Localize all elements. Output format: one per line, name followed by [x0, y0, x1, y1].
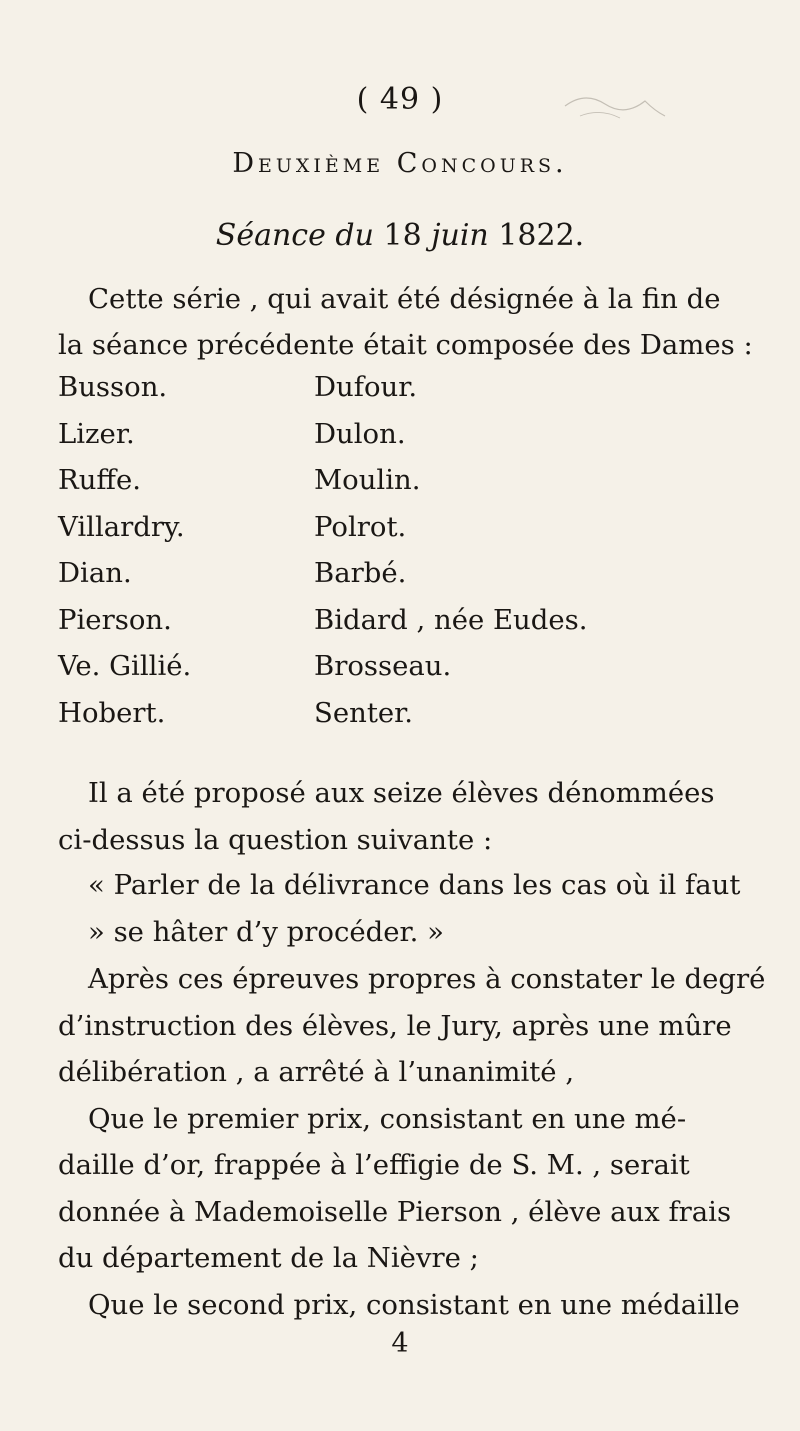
paragraph-line: Il a été proposé aux seize élèves dénommées: [88, 777, 715, 809]
paragraph-line: Après ces épreuves propres à constater le degré: [88, 963, 766, 995]
paragraph-line: Que le premier prix, consistant en une mé-: [88, 1102, 687, 1135]
session-year: 1822.: [498, 218, 585, 253]
session-day: 18: [383, 218, 422, 253]
question-paragraph: [58, 770, 758, 863]
paragraph-line: d’instruction des élèves, le Jury, après une mûre: [58, 1009, 732, 1042]
candidate-name: Ve. Gillié.: [58, 650, 192, 682]
intro-paragraph: [58, 276, 758, 368]
candidate-name: Dulon.: [314, 417, 406, 450]
quote-line: » se hâter d’y procéder. »: [88, 915, 444, 948]
quote-line: « Parler de la délivrance dans les cas où il faut: [88, 869, 741, 901]
paragraph-line: Que le second prix, consistant en une médaille: [88, 1288, 740, 1321]
page-number: ( 49 ): [356, 82, 444, 117]
session-prefix: Séance du: [215, 218, 374, 253]
exam-question-quote: [58, 862, 758, 955]
session-month: juin: [431, 218, 489, 253]
candidate-name: Polrot.: [314, 510, 407, 543]
candidate-column-left: [58, 364, 191, 736]
candidate-name: Dian.: [58, 557, 132, 589]
session-date: [160, 218, 640, 253]
candidate-name: Moulin.: [314, 464, 421, 496]
section-heading: Deuxième Concours.: [232, 148, 568, 179]
candidate-name: Pierson.: [58, 603, 172, 636]
candidate-name: Barbé.: [314, 557, 407, 589]
paragraph-line: ci-dessus la question suivante :: [58, 823, 493, 856]
candidate-column-right: [314, 364, 754, 736]
intro-line: la séance précédente était composée des Dames :: [58, 329, 753, 361]
paragraph-line: daille d’or, frappée à l’effigie de S. M. , serait: [58, 1149, 690, 1181]
candidate-name: Ruffe.: [58, 464, 141, 496]
candidate-name: Senter.: [314, 696, 414, 729]
signature-mark: 4: [391, 1328, 409, 1359]
candidate-name: Lizer.: [58, 417, 135, 450]
jury-decision-paragraph: [58, 956, 766, 1328]
candidate-name: Bidard , née Eudes.: [314, 603, 588, 636]
paragraph-line: du département de la Nièvre ;: [58, 1242, 479, 1274]
paragraph-line: délibération , a arrêté à l’unanimité ,: [58, 1056, 575, 1088]
intro-line: Cette série , qui avait été désignée à la fin de: [88, 283, 721, 315]
candidate-name: Busson.: [58, 371, 168, 403]
candidate-name: Dufour.: [314, 371, 418, 403]
candidate-name: Brosseau.: [314, 650, 452, 682]
ink-smudge: [560, 86, 670, 126]
paragraph-line: donnée à Mademoiselle Pierson , élève aux frais: [58, 1195, 732, 1228]
candidate-name: Villardry.: [58, 510, 185, 543]
candidate-name: Hobert.: [58, 696, 166, 729]
